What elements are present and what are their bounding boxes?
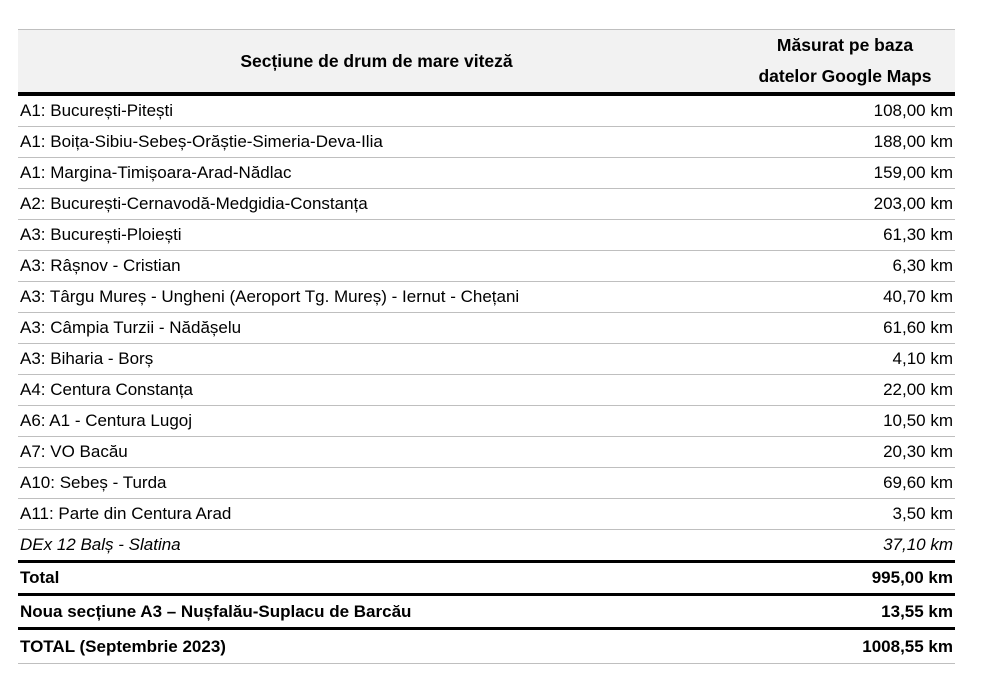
section-length: 40,70 km [735,282,955,313]
section-length: 108,00 km [735,94,955,127]
table-row [18,406,955,437]
section-name: A11: Parte din Centura Arad [18,499,735,530]
section-length: 188,00 km [735,127,955,158]
header-measured-line1: Măsurat pe baza [776,35,914,55]
grand-total-row [18,629,955,664]
section-name: A10: Sebeș - Turda [18,468,735,499]
section-name: A7: VO Bacău [18,437,735,468]
section-name: A4: Centura Constanța [18,375,735,406]
section-name: A2: București-Cernavodă-Medgidia-Constanța [18,189,735,220]
table-row [18,468,955,499]
section-length: 3,50 km [735,499,955,530]
highway-table-container [18,29,955,664]
table-row [18,127,955,158]
table-row [18,282,955,313]
section-length: 6,30 km [735,251,955,282]
table-row [18,94,955,127]
total-value: 995,00 km [735,562,955,595]
section-name: A1: Boița-Sibiu-Sebeș-Orăștie-Simeria-Deva-Ilia [18,127,735,158]
table-row [18,251,955,282]
table-row [18,313,955,344]
table-row [18,344,955,375]
section-length: 10,50 km [735,406,955,437]
table-row [18,220,955,251]
section-length: 20,30 km [735,437,955,468]
section-length: 22,00 km [735,375,955,406]
section-name: A1: Margina-Timișoara-Arad-Nădlac [18,158,735,189]
table-row [18,375,955,406]
section-length: 203,00 km [735,189,955,220]
table-header-row [18,30,955,95]
section-length: 4,10 km [735,344,955,375]
header-measured-line2: datelor Google Maps [758,66,932,86]
table-row [18,189,955,220]
new-section-row [18,595,955,629]
grand-total-value: 1008,55 km [735,629,955,664]
highway-sections-table [18,29,955,664]
section-length: 61,60 km [735,313,955,344]
section-length: 159,00 km [735,158,955,189]
section-name: DEx 12 Balș - Slatina [18,530,735,562]
header-measured [735,30,955,95]
new-section-value: 13,55 km [735,595,955,629]
table-row [18,437,955,468]
section-name: A3: Târgu Mureș - Ungheni (Aeroport Tg. Mureș) - Iernut - Chețani [18,282,735,313]
section-name: A3: Râșnov - Cristian [18,251,735,282]
grand-total-label: TOTAL (Septembrie 2023) [18,629,735,664]
section-length: 61,30 km [735,220,955,251]
section-length: 69,60 km [735,468,955,499]
total-label: Total [18,562,735,595]
section-length: 37,10 km [735,530,955,562]
header-section: Secțiune de drum de mare viteză [18,30,735,95]
table-row [18,158,955,189]
table-row [18,530,955,562]
new-section-label: Noua secțiune A3 – Nușfalău-Suplacu de Barcău [18,595,735,629]
table-row [18,499,955,530]
section-name: A3: București-Ploiești [18,220,735,251]
section-name: A1: București-Pitești [18,94,735,127]
section-name: A6: A1 - Centura Lugoj [18,406,735,437]
section-name: A3: Biharia - Borș [18,344,735,375]
section-name: A3: Câmpia Turzii - Nădășelu [18,313,735,344]
total-row [18,562,955,595]
